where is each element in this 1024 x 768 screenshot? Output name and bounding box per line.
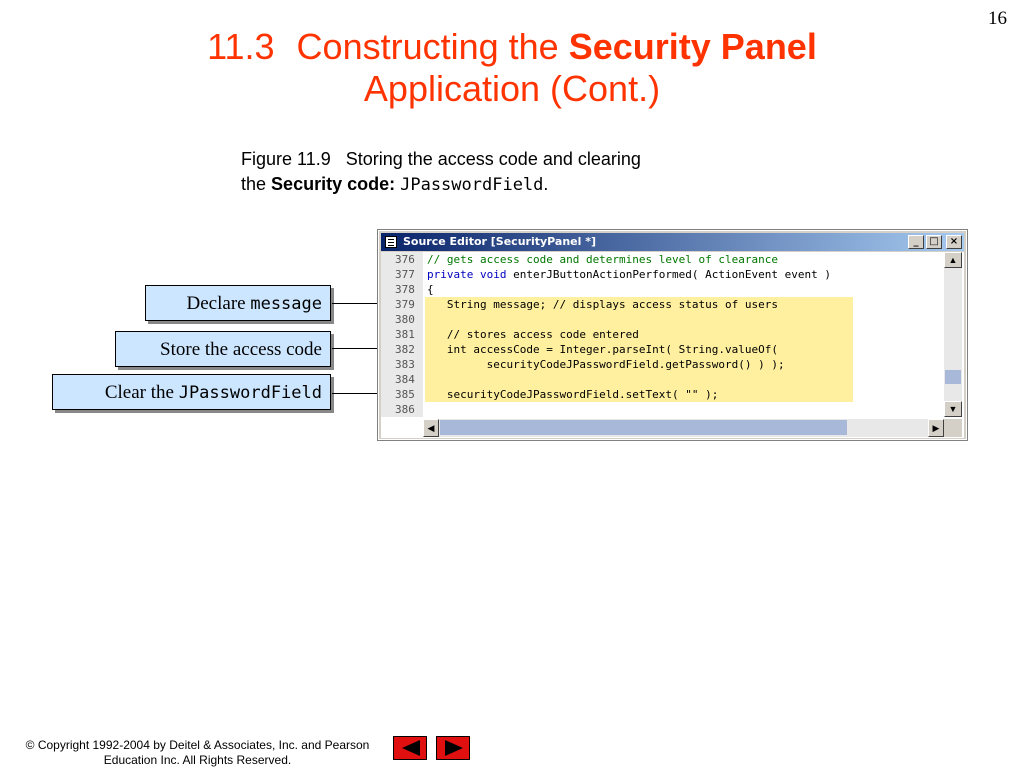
line-number: 381 — [395, 328, 415, 341]
code-text — [427, 282, 437, 297]
line-number: 377 — [395, 268, 415, 281]
caption-suffix: . — [543, 174, 549, 194]
line-number: 384 — [395, 373, 415, 386]
line-number: 378 — [395, 283, 415, 296]
caption-line1: Storing the access code and clearing — [345, 149, 641, 169]
code-token: enterJButtonActionPerformed( ActionEvent event ) — [506, 268, 831, 281]
vertical-scroll-thumb[interactable] — [945, 370, 961, 384]
code-line[interactable] — [381, 387, 942, 402]
code-token: private — [427, 268, 474, 281]
code-line[interactable] — [381, 297, 942, 312]
code-line[interactable] — [381, 252, 942, 267]
title-line2: Application (Cont.) — [363, 68, 661, 109]
scroll-corner — [944, 419, 962, 437]
horizontal-scroll-thumb[interactable] — [440, 420, 847, 435]
window-titlebar[interactable] — [381, 233, 964, 251]
line-number: 376 — [395, 253, 415, 266]
copyright-line2: Education Inc. All Rights Reserved. — [103, 753, 292, 767]
slide-title — [0, 26, 1024, 110]
line-number: 382 — [395, 343, 415, 356]
code-text — [427, 252, 781, 267]
code-line[interactable] — [381, 267, 942, 282]
previous-slide-button[interactable] — [393, 736, 427, 760]
code-text — [427, 387, 721, 402]
code-text — [427, 267, 834, 282]
line-number: 383 — [395, 358, 415, 371]
code-token: securityCodeJPasswordField.setText( "" ); — [427, 388, 719, 401]
caption-bold: Security code: — [271, 174, 396, 194]
code-line[interactable] — [381, 372, 942, 387]
arrow-right-icon — [437, 737, 471, 761]
code-line[interactable] — [381, 357, 942, 372]
minimize-button[interactable]: _ — [908, 235, 924, 249]
horizontal-scrollbar[interactable] — [423, 419, 944, 437]
scroll-down-icon[interactable]: ▼ — [944, 401, 962, 417]
code-token: // gets access code and determines level of clearance — [427, 253, 778, 266]
code-token: String message; // displays access status of users — [427, 298, 778, 311]
callout-text: Store the access code — [160, 339, 322, 360]
code-line[interactable] — [381, 312, 942, 327]
code-token: void — [479, 268, 507, 281]
title-prefix: Constructing the — [296, 26, 559, 67]
copyright-line1: © Copyright 1992-2004 by Deitel & Associates, Inc. and Pearson — [25, 738, 370, 752]
code-token: securityCodeJPasswordField.getPassword() ) ); — [427, 358, 785, 371]
callout-clear-passwordfield — [52, 374, 331, 410]
source-editor-window — [378, 230, 967, 440]
title-bold: Security Panel — [568, 26, 817, 67]
code-token — [473, 268, 480, 281]
code-line[interactable] — [381, 342, 942, 357]
code-text — [427, 327, 642, 342]
line-number: 385 — [395, 388, 415, 401]
code-text — [427, 342, 781, 357]
code-line[interactable] — [381, 402, 942, 417]
figure-caption — [241, 147, 641, 198]
next-slide-button[interactable] — [436, 736, 470, 760]
line-highlight — [425, 372, 853, 387]
line-number: 386 — [395, 403, 415, 416]
callout-text: Declare — [186, 293, 251, 314]
scroll-up-icon[interactable]: ▲ — [944, 252, 962, 268]
code-line[interactable] — [381, 327, 942, 342]
code-text — [427, 357, 788, 372]
figure-label: Figure 11.9 — [241, 149, 331, 169]
scroll-left-icon[interactable]: ◀ — [423, 419, 439, 437]
close-button[interactable]: × — [946, 235, 962, 249]
callout-text: Clear the — [104, 382, 179, 403]
vertical-scrollbar[interactable] — [944, 252, 962, 417]
code-token: int accessCode = Integer.parseInt( String.valueOf( — [427, 343, 778, 356]
editor-icon — [385, 236, 397, 248]
caption-mono: JPasswordField — [400, 175, 544, 195]
callout-declare-message — [145, 285, 331, 321]
code-text — [427, 297, 781, 312]
code-token: // stores access code entered — [427, 328, 639, 341]
window-title: Source Editor [SecurityPanel *] — [403, 235, 597, 248]
code-token: { — [427, 283, 434, 296]
page-number: 16 — [988, 8, 1007, 29]
caption-prefix: the — [241, 174, 267, 194]
line-number: 379 — [395, 298, 415, 311]
line-number: 380 — [395, 313, 415, 326]
line-highlight — [425, 312, 853, 327]
title-number: 11.3 — [207, 26, 275, 67]
callout-code: JPasswordField — [178, 383, 322, 403]
copyright — [0, 738, 395, 768]
arrow-left-icon — [394, 737, 428, 761]
maximize-button[interactable]: □ — [926, 235, 942, 249]
callout-code: message — [250, 294, 322, 314]
callout-store-access-code — [115, 331, 331, 367]
code-line[interactable] — [381, 282, 942, 297]
code-editor[interactable] — [381, 252, 964, 438]
scroll-right-icon[interactable]: ▶ — [928, 419, 944, 437]
